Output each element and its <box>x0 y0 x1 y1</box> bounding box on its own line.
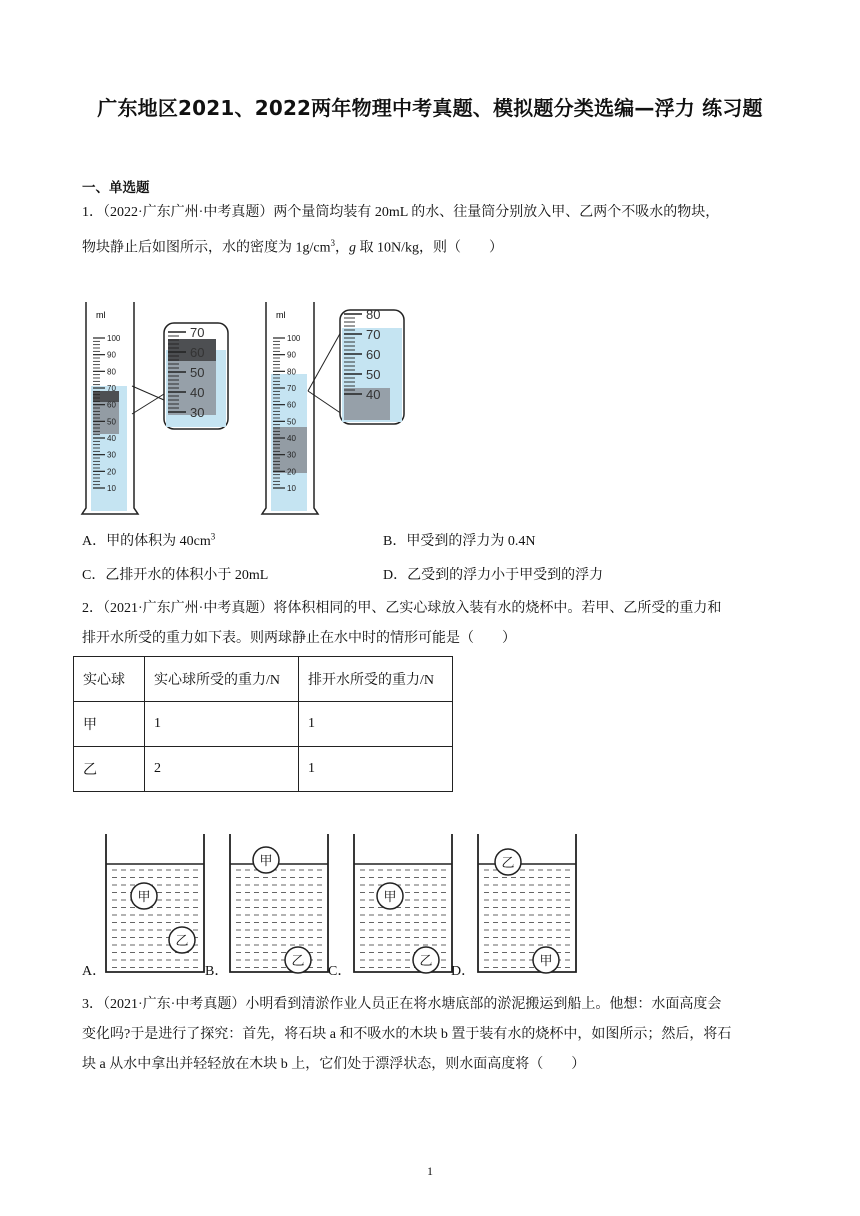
scale-label: 20 <box>107 467 116 477</box>
scale-label: 30 <box>107 450 116 460</box>
graduated-cylinders-figure <box>80 296 420 522</box>
question-2-text <box>82 594 782 654</box>
ball-jia-label: 甲 <box>137 889 151 904</box>
zoom-scale-label: 50 <box>190 365 205 380</box>
question-1-line1: 1．（2022·广东广州·中考真题）两个量筒均装有 20mL 的水、往量筒分别放入甲、乙两个不吸水的物块， <box>82 205 720 220</box>
table-cell: 1 <box>145 702 299 747</box>
zoom-view-2 <box>308 307 404 424</box>
table-cell: 甲 <box>74 702 145 747</box>
scale-label: 80 <box>287 367 296 377</box>
q1-option-d: D．乙受到的浮力小于甲受到的浮力 <box>383 568 604 583</box>
table-cell: 1 <box>299 747 453 792</box>
ball-yi-label: 乙 <box>501 855 515 870</box>
question-2-line1: 2．（2021·广东广州·中考真题）将体积相同的甲、乙实心球放入装有水的烧杯中。若甲、乙所受的重力和 <box>82 601 722 616</box>
question-1-text <box>82 198 782 264</box>
page-number: 1 <box>427 1164 433 1178</box>
zoom-scale-label: 30 <box>190 405 205 420</box>
ball-jia-label: 甲 <box>383 889 397 904</box>
cylinder-yi <box>262 302 318 514</box>
scale-label: 50 <box>287 417 296 427</box>
zoom-scale-label: 80 <box>366 307 381 322</box>
question-3-line1: 3．（2021·广东·中考真题）小明看到清淤作业人员正在将水塘底部的淤泥搬运到船上。他想：水面高度会 <box>82 997 722 1012</box>
ball-yi-label: 乙 <box>291 953 305 968</box>
scale-label: 30 <box>287 450 296 460</box>
ball-jia-label: 甲 <box>259 853 273 868</box>
scale-label: 60 <box>287 400 296 410</box>
zoom-scale-label: 60 <box>366 347 381 362</box>
section-heading: 一、单选题 <box>82 180 150 196</box>
beaker-label-d: D． <box>451 964 476 979</box>
scale-label: 100 <box>287 334 301 343</box>
zoom-scale-label: 40 <box>190 385 205 400</box>
question-2-line2: 排开水所受的重力如下表。则两球静止在水中时的情形可能是（ ） <box>82 631 516 646</box>
table-header-row <box>74 657 453 702</box>
scale-label: 80 <box>107 367 116 377</box>
scale-label: 90 <box>107 350 116 360</box>
ball-yi-label: 乙 <box>175 933 189 948</box>
beaker-label-a: A． <box>82 964 107 979</box>
beaker-label-c: C． <box>328 964 352 979</box>
q1-option-c: C．乙排开水的体积小于 20mL <box>82 568 269 583</box>
document-title: 广东地区2021、2022两年物理中考真题、模拟题分类选编—浮力 练习题 <box>97 96 763 120</box>
q1-option-a: A．甲的体积为 $40cm^3$ <box>82 531 216 549</box>
beaker-option <box>478 834 576 973</box>
ball-jia-label: 甲 <box>539 953 553 968</box>
zoom-scale-label: 50 <box>366 367 381 382</box>
scale-label: 70 <box>107 384 116 393</box>
scale-label: 70 <box>287 384 296 393</box>
unit-label-2: ml <box>276 310 286 320</box>
question-1-line2: 物块静止后如图所示，水的密度为 $1g/cm^3$，g 取 10N/kg，则（ ） <box>82 238 503 256</box>
beaker-option <box>106 834 204 972</box>
ball-yi-label: 乙 <box>419 953 433 968</box>
zoom-scale-label: 60 <box>190 345 205 360</box>
beakers-figure <box>100 834 580 976</box>
zoom-scale-label: 40 <box>366 387 381 402</box>
question-3-text <box>82 990 782 1080</box>
scale-label: 40 <box>287 434 296 443</box>
table-cell: 1 <box>299 702 453 747</box>
question-3-line3: 块 a 从水中拿出并轻轻放在木块 b 上，它们处于漂浮状态，则水面高度将（ ） <box>82 1057 586 1072</box>
cylinder-jia <box>82 302 138 514</box>
scale-label: 50 <box>107 417 116 427</box>
table-row <box>74 747 453 792</box>
table-header: 排开水所受的重力/N <box>299 657 453 702</box>
scale-label: 40 <box>107 434 116 443</box>
table-row <box>74 702 453 747</box>
scale-label: 90 <box>287 350 296 360</box>
scale-label: 60 <box>107 400 116 410</box>
scale-label: 100 <box>107 334 121 343</box>
unit-label: ml <box>96 310 106 320</box>
beaker-label-b: B． <box>205 964 229 979</box>
q1-option-b: B．甲受到的浮力为 0.4N <box>383 534 536 549</box>
scale-label: 10 <box>107 484 116 493</box>
table-cell: 2 <box>145 747 299 792</box>
zoom-scale-label: 70 <box>190 325 205 340</box>
table-cell: 乙 <box>74 747 145 792</box>
question-3-line2: 变化吗?于是进行了探究：首先，将石块 a 和不吸水的木块 b 置于装有水的烧杯中，如图所示；然后，将石 <box>82 1027 732 1042</box>
scale-label: 20 <box>287 467 296 477</box>
zoom-scale-label: 70 <box>366 327 381 342</box>
beaker-option <box>230 834 328 973</box>
table-header: 实心球所受的重力/N <box>145 657 299 702</box>
zoom-view-1 <box>132 323 228 429</box>
table-header: 实心球 <box>74 657 145 702</box>
beaker-option <box>354 834 452 973</box>
data-table <box>73 656 453 792</box>
scale-label: 10 <box>287 484 296 493</box>
